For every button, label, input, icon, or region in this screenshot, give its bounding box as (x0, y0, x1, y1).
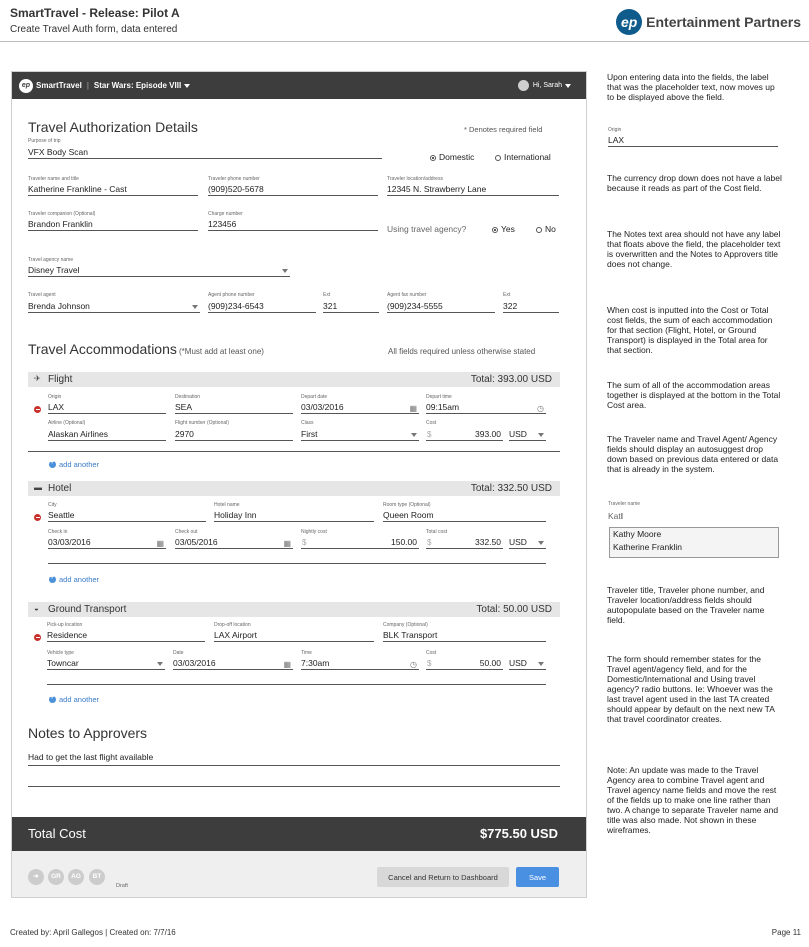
document-footer: Created by: April Gallegos | Created on: 7/7/16 (10, 928, 176, 937)
accommodations-hint: (*Must add at least one) (179, 347, 264, 356)
action-bar (12, 851, 586, 897)
app-name: SmartTravel (36, 81, 82, 90)
flight-airline-label: Airline (Optional) (48, 420, 86, 426)
hotel-currency-select[interactable]: USD (509, 537, 546, 549)
total-cost-bar (12, 817, 586, 851)
agent-select[interactable]: Brenda Johnson (28, 301, 200, 313)
flight-cost-input[interactable] (426, 429, 503, 441)
ground-date-input[interactable] (173, 658, 293, 670)
agent-fax-ext-input[interactable]: 322 (503, 301, 559, 313)
divider (48, 563, 546, 564)
annotation-autopopulate: Traveler title, Traveler phone number, and Traveler location/address fields should autopopulate based on the Traveler name field. (607, 585, 765, 625)
ground-cost-input[interactable] (426, 658, 503, 670)
flight-number-label: Flight number (Optional) (175, 420, 229, 426)
agent-fax-label: Agent fax number (387, 292, 427, 298)
company-input[interactable]: BLK Transport (383, 630, 546, 642)
divider (47, 684, 546, 685)
ground-cost-label: Cost (426, 650, 437, 656)
airplane-icon: ✈ (34, 374, 41, 383)
ground-add-another-link[interactable]: add another (59, 695, 100, 704)
agency-no-radio[interactable] (536, 224, 556, 234)
flight-origin-input[interactable]: LAX (48, 402, 166, 414)
dropoff-input[interactable]: LAX Airport (214, 630, 374, 642)
flight-total: Total: 393.00 USD (470, 374, 552, 385)
hotel-city-label: City (48, 502, 57, 508)
remove-ground-icon[interactable] (34, 634, 41, 641)
flight-destination-input[interactable]: SEA (175, 402, 293, 414)
no-label: No (545, 224, 556, 234)
flight-depart-time-label: Depart time (426, 394, 452, 400)
domestic-radio[interactable] (430, 152, 474, 162)
status-badge: Draft (116, 883, 128, 889)
flight-depart-time-value: 09:15am (426, 402, 460, 412)
agent-phone-ext-input[interactable]: 321 (323, 301, 379, 313)
hotel-total-cost-label: Total cost (426, 529, 448, 535)
room-type-label: Room type (Optional) (383, 502, 431, 508)
agent-phone-ext-label: Ext (323, 292, 331, 298)
notes-textarea[interactable] (28, 752, 560, 787)
total-cost-value: $775.50 USD (479, 826, 558, 841)
traveler-name-input[interactable]: Katherine Frankline - Cast (28, 184, 198, 196)
flight-section-header (28, 372, 560, 387)
text-cursor-icon: I (620, 511, 624, 521)
flight-number-input[interactable]: 2970 (175, 429, 293, 441)
flight-title: Flight (48, 374, 73, 385)
add-icon[interactable] (49, 696, 56, 703)
domestic-label: Domestic (439, 152, 475, 162)
approver-ag-avatar[interactable]: AG (68, 869, 84, 885)
check-in-value: 03/03/2016 (48, 537, 91, 547)
check-out-label: Check out (175, 529, 198, 535)
ground-title: Ground Transport (48, 604, 127, 615)
annotation-update-note: Note: An update was made to the Travel Agency area to combine Travel agent and Travel agency name fields and move the rest of the fields up to make one line rather than two. A change to separate Traveler name and title was also made. Not shown in these wireframes. (607, 765, 779, 835)
flight-class-label: Class (301, 420, 314, 426)
hotel-section-header (28, 481, 560, 496)
pickup-label: Pick-up location (47, 622, 83, 628)
app-separator: | (86, 81, 89, 90)
check-out-value: 03/05/2016 (175, 537, 218, 547)
international-label: International (504, 152, 551, 162)
annotation-currency: The currency drop down does not have a label because it reads as part of the Cost field. (607, 173, 782, 193)
radio-selected-icon (492, 227, 498, 233)
check-out-input[interactable] (175, 537, 293, 549)
agent-fax-input[interactable]: (909)234-5555 (387, 301, 495, 313)
divider (28, 451, 560, 452)
avatar (518, 80, 529, 91)
notes-first-line: Had to get the last flight available (28, 752, 560, 766)
flight-depart-date-input[interactable] (301, 402, 419, 414)
hotel-total: Total: 332.50 USD (470, 483, 552, 494)
agent-label: Travel agent (28, 292, 56, 298)
project-selector[interactable] (94, 81, 190, 90)
flight-currency-select[interactable]: USD (509, 429, 546, 441)
approver-bt-avatar[interactable]: BT (89, 869, 105, 885)
hotel-city-input[interactable]: Seattle (48, 510, 206, 522)
radio-icon (536, 227, 542, 233)
ground-currency-select[interactable]: USD (509, 658, 546, 670)
purpose-label: Purpose of trip (28, 138, 61, 144)
accommodations-title: Travel Accommodations (28, 341, 177, 357)
companion-input[interactable]: Brandon Franklin (28, 219, 198, 231)
agency-name-label: Travel agency name (28, 257, 74, 263)
clock-icon[interactable]: ◷ (410, 660, 417, 669)
example-traveler-label: Traveler name (608, 501, 641, 507)
car-icon: ◒ (34, 604, 39, 613)
yes-label: Yes (501, 224, 515, 234)
charge-number-label: Charge number (208, 211, 243, 217)
add-icon[interactable] (49, 576, 56, 583)
agency-yes-radio[interactable] (492, 224, 515, 234)
dollar-icon: $ (427, 538, 432, 547)
required-note: * Denotes required field (464, 125, 543, 134)
flight-destination-label: Destination (175, 394, 201, 400)
calendar-icon[interactable]: ▦ (409, 404, 417, 413)
app-bar (12, 72, 586, 99)
agent-phone-label: Agent phone number (208, 292, 255, 298)
annotation-autosuggest: The Traveler name and Travel Agent/ Agency fields should display an autosuggest drop down based on previous data entered or data that is already in the system. (607, 434, 779, 474)
example-traveler-input (608, 511, 623, 521)
agency-name-select[interactable]: Disney Travel (28, 265, 290, 277)
details-title: Travel Authorization Details (28, 119, 198, 135)
traveler-phone-label: Traveler phone number (208, 176, 260, 182)
brand-name: Entertainment Partners (646, 14, 801, 30)
remove-hotel-icon[interactable] (34, 514, 41, 521)
suggestion-item: Kathy Moore (613, 529, 662, 539)
annotation-notes: The Notes text area should not have any label that floats above the field, the placeholder text is overwritten and the Notes to Approvers title does not change. (607, 229, 781, 269)
ground-cost-value: 50.00 (479, 658, 501, 668)
ground-total: Total: 50.00 USD (476, 604, 552, 615)
suggestion-item: Katherine Franklin (613, 542, 682, 552)
using-agency-question: Using travel agency? (387, 224, 467, 234)
calendar-icon[interactable]: ▦ (283, 660, 291, 669)
vehicle-select[interactable]: Towncar (47, 658, 165, 670)
calendar-icon[interactable]: ▦ (156, 539, 164, 548)
annotation-placeholder-labels: Upon entering data into the fields, the label that was the placeholder text, now moves up to be displayed above the field. (607, 72, 775, 102)
flight-add-another-link[interactable]: add another (59, 460, 100, 469)
app-window (11, 71, 587, 898)
nightly-cost-value: 150.00 (391, 537, 417, 547)
hotel-add-another-link[interactable]: add another (59, 575, 100, 584)
document-title: SmartTravel - Release: Pilot A (10, 6, 180, 20)
hotel-name-input[interactable]: Holiday Inn (214, 510, 374, 522)
total-cost-label: Total Cost (28, 826, 86, 841)
traveler-phone-input[interactable]: (909)520-5678 (208, 184, 378, 196)
annotation-remember-states: The form should remember states for the Travel agent/agency field, and for the Domestic/International and Using travel agency? radio buttons. Ie: Whoever was the last travel agent used in the last TA created should appear by default on the next new TA that travel coordinator creates. (607, 654, 775, 724)
annotation-total-cost: The sum of all of the accommodation areas together is displayed at the bottom in the Total Cost area. (607, 380, 781, 410)
purpose-input[interactable]: VFX Body Scan (28, 147, 382, 159)
chevron-down-icon (565, 84, 571, 88)
traveler-name-label: Traveler name and title (28, 176, 79, 182)
flight-airline-input[interactable]: Alaskan Airlines (48, 429, 166, 441)
flight-depart-time-input[interactable] (426, 402, 546, 414)
ground-time-value: 7:30am (301, 658, 330, 668)
add-icon[interactable] (49, 461, 56, 468)
ep-logo-icon: ep (616, 9, 642, 35)
document-header (0, 0, 809, 42)
autosuggest-dropdown (609, 527, 779, 558)
hotel-title: Hotel (48, 483, 72, 494)
pickup-input[interactable]: Residence (47, 630, 205, 642)
check-in-input[interactable] (48, 537, 166, 549)
hotel-total-cost-value: 332.50 (475, 537, 501, 547)
flight-class-select[interactable]: First (301, 429, 419, 441)
agent-fax-ext-label: Ext (503, 292, 511, 298)
check-in-label: Check in (48, 529, 68, 535)
document-subtitle: Create Travel Auth form, data entered (10, 24, 178, 35)
nightly-cost-input[interactable] (301, 537, 419, 549)
project-name: Star Wars: Episode VIII (93, 81, 182, 90)
ground-time-input[interactable] (301, 658, 419, 670)
flight-cost-label: Cost (426, 420, 437, 426)
hotel-total-cost-input[interactable] (426, 537, 503, 549)
dollar-icon: $ (427, 430, 432, 439)
calendar-icon[interactable]: ▦ (283, 539, 291, 548)
vehicle-label: Vehicle type (47, 650, 74, 656)
room-type-input[interactable]: Queen Room (383, 510, 546, 522)
example-origin-field: LAX (608, 135, 778, 147)
international-radio[interactable] (495, 152, 551, 162)
bed-icon: ▬ (34, 483, 42, 492)
ground-date-label: Date (173, 650, 184, 656)
example-origin-label: Origin (608, 127, 622, 133)
charge-number-input[interactable]: 123456 (208, 219, 378, 231)
cancel-button[interactable]: Cancel and Return to Dashboard (377, 867, 509, 887)
save-button[interactable]: Save (516, 867, 559, 887)
flight-depart-date-value: 03/03/2016 (301, 402, 344, 412)
flight-cost-value: 393.00 (475, 429, 501, 439)
dollar-icon: $ (302, 538, 307, 547)
ground-date-value: 03/03/2016 (173, 658, 216, 668)
hotel-name-label: Hotel name (214, 502, 240, 508)
notes-title: Notes to Approvers (28, 725, 148, 741)
user-menu[interactable] (518, 80, 571, 91)
submit-route-icon[interactable]: ➜ (28, 869, 44, 885)
page-number: Page 11 (771, 928, 801, 937)
example-traveler-value: Kat (608, 511, 621, 521)
nightly-cost-label: Nightly cost (301, 529, 327, 535)
annotation-section-totals: When cost is inputted into the Cost or Total cost fields, the sum of each accommodation for that section (Flight, Hotel, or Ground Transport) is displayed in the Total area for that section. (607, 305, 773, 355)
app-logo-icon: ep (19, 79, 33, 93)
flight-origin-label: Origin (48, 394, 62, 400)
traveler-location-input[interactable]: 12345 N. Strawberry Lane (387, 184, 559, 196)
company-label: Company (Optional) (383, 622, 428, 628)
clock-icon[interactable]: ◷ (537, 404, 544, 413)
approver-gr-avatar[interactable]: GR (48, 869, 64, 885)
accommodations-note: All fields required unless otherwise stated (388, 347, 536, 356)
agent-phone-input[interactable]: (909)234-6543 (208, 301, 316, 313)
remove-flight-icon[interactable] (34, 406, 41, 413)
radio-selected-icon (430, 155, 436, 161)
user-greeting: Hi, Sarah (532, 82, 562, 89)
traveler-location-label: Traveler location/address (387, 176, 443, 182)
dollar-icon: $ (427, 659, 432, 668)
chevron-down-icon (184, 84, 190, 88)
ground-time-label: Time (301, 650, 312, 656)
companion-label: Traveler companion (Optional) (28, 211, 96, 217)
ground-section-header (28, 602, 560, 617)
dropoff-label: Drop-off location (214, 622, 251, 628)
brand-logo (616, 9, 801, 35)
flight-depart-date-label: Depart date (301, 394, 328, 400)
radio-icon (495, 155, 501, 161)
